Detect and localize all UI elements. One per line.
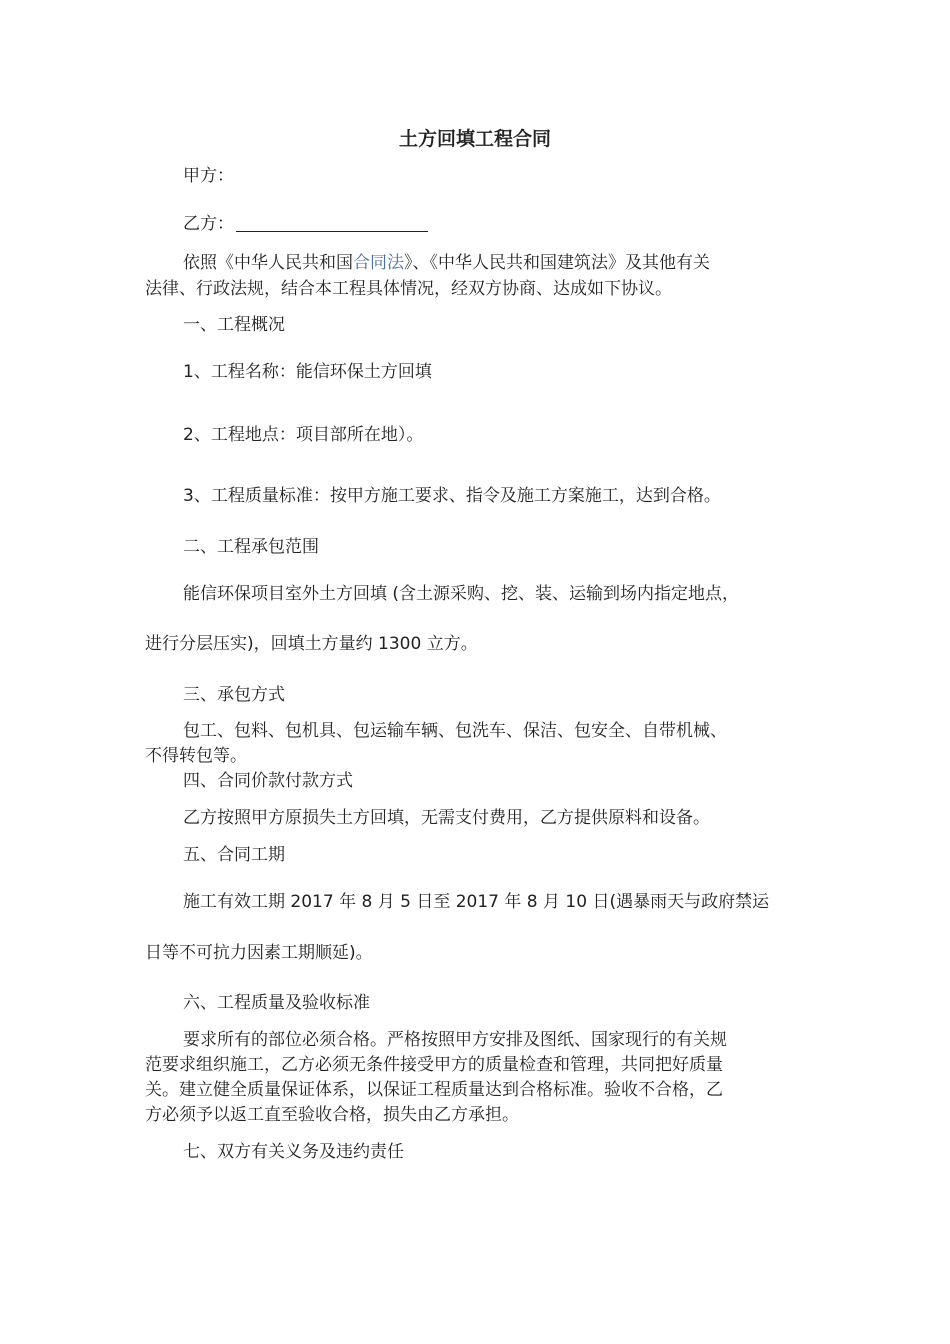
- section1-item2: 2、工程地点：项目部所在地）。: [183, 425, 424, 445]
- section5-line1: 施工有效工期 2017 年 8 月 5 日至 2017 年 8 月 10 日(遇暴雨天与政府禁运: [183, 892, 770, 912]
- section4-heading: 四、合同价款付款方式: [183, 771, 353, 791]
- section2-heading: 二、工程承包范围: [183, 537, 319, 557]
- section6-line3: 关。建立健全质量保证体系，以保证工程质量达到合格标准。验收不合格，乙: [145, 1080, 723, 1100]
- section6-heading: 六、工程质量及验收标准: [183, 993, 370, 1013]
- preamble-line-2: 法律、行政法规，结合本工程具体情况，经双方协商、达成如下协议。: [145, 279, 672, 299]
- section3-heading: 三、承包方式: [183, 685, 285, 705]
- section6-line4: 方必须予以返工直至验收合格，损失由乙方承担。: [145, 1105, 519, 1125]
- section3-line1: 包工、包料、包机具、包运输车辆、包洗车、保洁、包安全、自带机械、: [183, 721, 727, 741]
- section1-item3: 3、工程质量标准：按甲方施工要求、指令及施工方案施工，达到合格。: [183, 486, 721, 506]
- party-b-blank: [236, 213, 428, 232]
- section5-line2: 日等不可抗力因素工期顺延)。: [145, 943, 373, 963]
- party-a-label: 甲方：: [183, 166, 234, 186]
- preamble-text-1: 依照《中华人民共和国: [183, 253, 353, 273]
- section5-heading: 五、合同工期: [183, 845, 285, 865]
- section1-heading: 一、工程概况: [183, 315, 285, 335]
- section7-heading: 七、双方有关义务及违约责任: [183, 1142, 404, 1162]
- preamble-line-1: [183, 251, 710, 275]
- section6-line1: 要求所有的部位必须合格。严格按照甲方安排及图纸、国家现行的有关规: [183, 1030, 727, 1050]
- contract-law-link[interactable]: 合同法: [353, 253, 404, 273]
- section2-line2: 进行分层压实)，回填土方量约 1300 立方。: [145, 634, 478, 654]
- section2-line1: 能信环保项目室外土方回填 (含土源采购、挖、装、运输到场内指定地点，: [183, 584, 740, 604]
- document-title: 土方回填工程合同: [398, 128, 551, 150]
- section4-line1: 乙方按照甲方原损失土方回填，无需支付费用，乙方提供原料和设备。: [183, 808, 710, 828]
- section1-item1: 1、工程名称：能信环保土方回填: [183, 362, 432, 382]
- section6-line2: 范要求组织施工，乙方必须无条件接受甲方的质量检查和管理，共同把好质量: [145, 1055, 723, 1075]
- preamble-text-2: 》、《中华人民共和国建筑法》及其他有关: [404, 253, 710, 273]
- party-b-line: [183, 212, 428, 236]
- section3-line2: 不得转包等。: [145, 746, 247, 766]
- party-b-label: 乙方：: [183, 214, 234, 234]
